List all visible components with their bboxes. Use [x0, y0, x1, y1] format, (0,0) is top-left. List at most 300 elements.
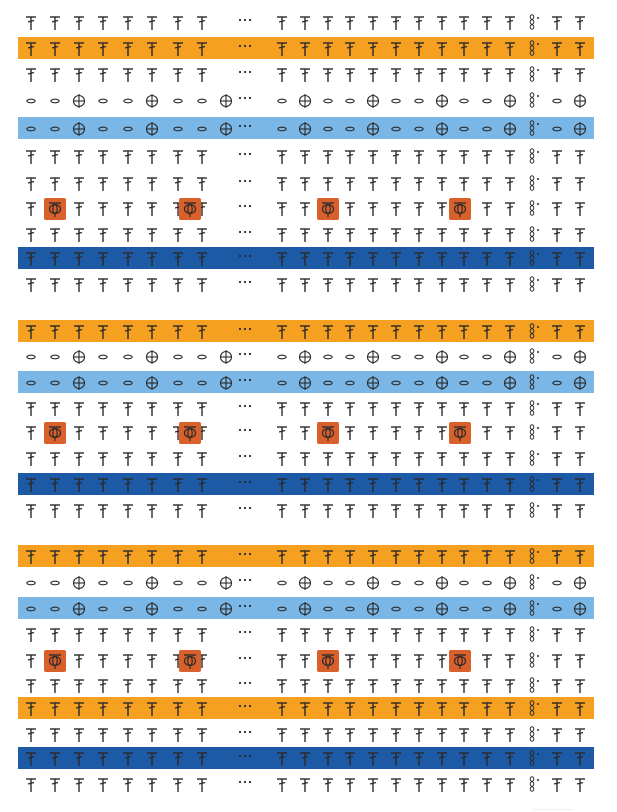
double-crochet-icon	[169, 474, 187, 496]
double-crochet-icon	[364, 321, 382, 343]
double-crochet-icon	[364, 698, 382, 720]
double-crochet-icon	[94, 248, 112, 270]
double-crochet-icon	[169, 624, 187, 646]
double-crochet-icon	[193, 274, 211, 296]
double-crochet-icon	[273, 146, 291, 168]
double-crochet-icon	[341, 698, 359, 720]
stitch-row	[0, 398, 617, 420]
double-crochet-icon	[501, 38, 519, 60]
double-crochet-icon	[143, 474, 161, 496]
double-crochet-icon	[70, 650, 88, 672]
double-crochet-icon	[455, 624, 473, 646]
circled-stitch-icon	[364, 372, 382, 394]
double-crochet-icon	[22, 774, 40, 796]
double-crochet-icon	[478, 624, 496, 646]
double-crochet-icon	[433, 546, 451, 568]
stitch-row	[0, 422, 617, 444]
double-crochet-icon	[410, 198, 428, 220]
double-crochet-icon	[478, 398, 496, 420]
double-crochet-icon	[410, 12, 428, 34]
double-crochet-icon	[169, 500, 187, 522]
double-crochet-icon	[433, 500, 451, 522]
double-crochet-icon	[341, 12, 359, 34]
double-crochet-icon	[548, 274, 566, 296]
double-crochet-icon	[410, 173, 428, 195]
chain-icon	[341, 90, 359, 112]
chain-icon	[410, 572, 428, 594]
chain-column-icon	[525, 146, 543, 168]
chain-icon	[548, 118, 566, 140]
chain-icon	[169, 372, 187, 394]
double-crochet-icon	[70, 38, 88, 60]
double-crochet-icon	[119, 248, 137, 270]
double-crochet-icon	[319, 64, 337, 86]
circled-stitch-icon	[143, 598, 161, 620]
double-crochet-icon	[478, 474, 496, 496]
double-crochet-icon	[119, 422, 137, 444]
stitch-row	[0, 372, 617, 394]
double-crochet-icon	[273, 675, 291, 697]
ellipsis-icon	[236, 598, 254, 620]
circled-stitch-icon	[217, 598, 235, 620]
circled-stitch-icon	[143, 372, 161, 394]
stitch-row	[0, 748, 617, 770]
chain-column-icon	[525, 12, 543, 34]
double-crochet-icon	[501, 422, 519, 444]
circled-stitch-icon	[217, 572, 235, 594]
double-crochet-icon	[193, 12, 211, 34]
double-crochet-icon	[143, 774, 161, 796]
double-crochet-icon	[94, 64, 112, 86]
double-crochet-icon	[273, 624, 291, 646]
chain-icon	[193, 572, 211, 594]
chain-icon	[455, 598, 473, 620]
double-crochet-icon	[548, 724, 566, 746]
double-crochet-icon	[548, 675, 566, 697]
double-crochet-icon	[478, 724, 496, 746]
double-crochet-icon	[273, 224, 291, 246]
double-crochet-icon	[341, 675, 359, 697]
chain-icon	[94, 90, 112, 112]
stitch-row	[0, 572, 617, 594]
double-crochet-icon	[46, 12, 64, 34]
double-crochet-icon	[387, 146, 405, 168]
chain-icon	[119, 90, 137, 112]
double-crochet-icon	[46, 698, 64, 720]
double-crochet-icon	[319, 675, 337, 697]
double-crochet-icon	[70, 321, 88, 343]
circled-stitch-icon	[364, 90, 382, 112]
chain-icon	[119, 572, 137, 594]
double-crochet-icon	[501, 748, 519, 770]
chain-icon	[548, 372, 566, 394]
double-crochet-icon	[169, 675, 187, 697]
double-crochet-icon	[70, 248, 88, 270]
double-crochet-icon	[119, 224, 137, 246]
double-crochet-icon	[169, 774, 187, 796]
chain-icon	[548, 90, 566, 112]
double-crochet-icon	[70, 675, 88, 697]
double-crochet-icon	[387, 422, 405, 444]
ellipsis-icon	[236, 321, 254, 343]
double-crochet-icon	[296, 724, 314, 746]
double-crochet-icon	[94, 173, 112, 195]
chain-column-icon	[525, 546, 543, 568]
double-crochet-icon	[22, 448, 40, 470]
double-crochet-icon	[571, 248, 589, 270]
chain-column-icon	[525, 675, 543, 697]
double-crochet-icon	[319, 224, 337, 246]
double-crochet-icon	[296, 474, 314, 496]
chain-column-icon	[525, 64, 543, 86]
double-crochet-icon	[22, 198, 40, 220]
double-crochet-icon	[119, 321, 137, 343]
chain-icon	[387, 346, 405, 368]
double-crochet-icon	[273, 274, 291, 296]
chain-column-icon	[525, 598, 543, 620]
double-crochet-icon	[193, 698, 211, 720]
circled-stitch-icon	[571, 90, 589, 112]
double-crochet-icon	[319, 698, 337, 720]
circled-stitch-icon	[571, 346, 589, 368]
double-crochet-icon	[143, 448, 161, 470]
double-crochet-icon	[341, 173, 359, 195]
double-crochet-icon	[410, 698, 428, 720]
chain-icon	[119, 372, 137, 394]
double-crochet-icon	[341, 650, 359, 672]
double-crochet-icon	[319, 546, 337, 568]
chain-icon	[455, 118, 473, 140]
double-crochet-icon	[319, 248, 337, 270]
double-crochet-icon	[94, 698, 112, 720]
double-crochet-icon	[478, 698, 496, 720]
stitch-row	[0, 474, 617, 496]
double-crochet-icon	[193, 38, 211, 60]
double-crochet-icon	[433, 448, 451, 470]
chain-icon	[94, 372, 112, 394]
double-crochet-icon	[433, 173, 451, 195]
chain-icon	[387, 90, 405, 112]
double-crochet-icon	[94, 321, 112, 343]
chain-column-icon	[525, 422, 543, 444]
double-crochet-icon	[410, 650, 428, 672]
double-crochet-icon	[169, 748, 187, 770]
double-crochet-icon	[571, 224, 589, 246]
puff-stitch-icon	[46, 650, 64, 672]
double-crochet-icon	[455, 321, 473, 343]
double-crochet-icon	[478, 422, 496, 444]
puff-stitch-icon	[319, 198, 337, 220]
double-crochet-icon	[455, 724, 473, 746]
puff-stitch-icon	[181, 422, 199, 444]
ellipsis-icon	[236, 224, 254, 246]
stitch-row	[0, 500, 617, 522]
double-crochet-icon	[548, 698, 566, 720]
stitch-row	[0, 724, 617, 746]
double-crochet-icon	[22, 248, 40, 270]
chain-column-icon	[525, 500, 543, 522]
stitch-row	[0, 774, 617, 796]
double-crochet-icon	[273, 398, 291, 420]
double-crochet-icon	[319, 146, 337, 168]
stitch-row	[0, 224, 617, 246]
double-crochet-icon	[501, 448, 519, 470]
double-crochet-icon	[387, 274, 405, 296]
chain-icon	[341, 572, 359, 594]
double-crochet-icon	[22, 38, 40, 60]
ellipsis-icon	[236, 774, 254, 796]
double-crochet-icon	[341, 146, 359, 168]
double-crochet-icon	[387, 474, 405, 496]
double-crochet-icon	[94, 146, 112, 168]
double-crochet-icon	[548, 224, 566, 246]
double-crochet-icon	[273, 12, 291, 34]
double-crochet-icon	[341, 774, 359, 796]
double-crochet-icon	[22, 500, 40, 522]
chain-icon	[387, 572, 405, 594]
double-crochet-icon	[548, 474, 566, 496]
double-crochet-icon	[46, 398, 64, 420]
chain-icon	[319, 90, 337, 112]
double-crochet-icon	[143, 274, 161, 296]
double-crochet-icon	[143, 38, 161, 60]
double-crochet-icon	[548, 38, 566, 60]
chain-icon	[319, 372, 337, 394]
double-crochet-icon	[193, 675, 211, 697]
double-crochet-icon	[296, 748, 314, 770]
double-crochet-icon	[341, 724, 359, 746]
double-crochet-icon	[46, 64, 64, 86]
double-crochet-icon	[169, 321, 187, 343]
double-crochet-icon	[193, 724, 211, 746]
chain-icon	[478, 598, 496, 620]
double-crochet-icon	[433, 321, 451, 343]
double-crochet-icon	[70, 398, 88, 420]
circled-stitch-icon	[217, 372, 235, 394]
double-crochet-icon	[410, 448, 428, 470]
chain-icon	[341, 346, 359, 368]
double-crochet-icon	[410, 146, 428, 168]
double-crochet-icon	[169, 248, 187, 270]
chain-icon	[119, 598, 137, 620]
chain-column-icon	[525, 90, 543, 112]
double-crochet-icon	[341, 422, 359, 444]
double-crochet-icon	[70, 224, 88, 246]
double-crochet-icon	[571, 624, 589, 646]
double-crochet-icon	[94, 422, 112, 444]
chain-column-icon	[525, 173, 543, 195]
double-crochet-icon	[193, 173, 211, 195]
chain-icon	[22, 572, 40, 594]
double-crochet-icon	[433, 748, 451, 770]
double-crochet-icon	[119, 198, 137, 220]
double-crochet-icon	[501, 474, 519, 496]
chain-icon	[341, 118, 359, 140]
chain-icon	[273, 90, 291, 112]
double-crochet-icon	[296, 321, 314, 343]
circled-stitch-icon	[70, 118, 88, 140]
chain-icon	[94, 118, 112, 140]
double-crochet-icon	[296, 546, 314, 568]
double-crochet-icon	[22, 724, 40, 746]
double-crochet-icon	[455, 64, 473, 86]
double-crochet-icon	[319, 448, 337, 470]
double-crochet-icon	[296, 500, 314, 522]
chain-icon	[193, 118, 211, 140]
chain-column-icon	[525, 624, 543, 646]
double-crochet-icon	[364, 724, 382, 746]
stitch-row	[0, 38, 617, 60]
double-crochet-icon	[478, 675, 496, 697]
double-crochet-icon	[273, 748, 291, 770]
double-crochet-icon	[169, 448, 187, 470]
ellipsis-icon	[236, 546, 254, 568]
chain-icon	[193, 346, 211, 368]
chain-icon	[478, 118, 496, 140]
double-crochet-icon	[364, 422, 382, 444]
double-crochet-icon	[548, 774, 566, 796]
double-crochet-icon	[46, 724, 64, 746]
double-crochet-icon	[94, 546, 112, 568]
chain-icon	[273, 118, 291, 140]
double-crochet-icon	[143, 12, 161, 34]
double-crochet-icon	[273, 64, 291, 86]
ellipsis-icon	[236, 422, 254, 444]
circled-stitch-icon	[296, 90, 314, 112]
double-crochet-icon	[571, 321, 589, 343]
double-crochet-icon	[455, 448, 473, 470]
double-crochet-icon	[387, 398, 405, 420]
double-crochet-icon	[501, 12, 519, 34]
double-crochet-icon	[387, 321, 405, 343]
double-crochet-icon	[70, 624, 88, 646]
double-crochet-icon	[70, 474, 88, 496]
double-crochet-icon	[193, 64, 211, 86]
circled-stitch-icon	[571, 118, 589, 140]
circled-stitch-icon	[433, 598, 451, 620]
double-crochet-icon	[433, 698, 451, 720]
double-crochet-icon	[341, 38, 359, 60]
double-crochet-icon	[143, 398, 161, 420]
ellipsis-icon	[236, 198, 254, 220]
double-crochet-icon	[296, 624, 314, 646]
double-crochet-icon	[364, 774, 382, 796]
double-crochet-icon	[273, 173, 291, 195]
chain-column-icon	[525, 724, 543, 746]
stitch-row	[0, 624, 617, 646]
double-crochet-icon	[46, 748, 64, 770]
double-crochet-icon	[46, 624, 64, 646]
double-crochet-icon	[433, 650, 451, 672]
double-crochet-icon	[501, 624, 519, 646]
chain-icon	[169, 598, 187, 620]
double-crochet-icon	[433, 675, 451, 697]
chain-icon	[169, 346, 187, 368]
chain-icon	[46, 90, 64, 112]
double-crochet-icon	[119, 38, 137, 60]
double-crochet-icon	[501, 698, 519, 720]
double-crochet-icon	[70, 173, 88, 195]
double-crochet-icon	[46, 474, 64, 496]
double-crochet-icon	[410, 546, 428, 568]
double-crochet-icon	[410, 38, 428, 60]
circled-stitch-icon	[143, 90, 161, 112]
double-crochet-icon	[501, 224, 519, 246]
double-crochet-icon	[455, 224, 473, 246]
chain-column-icon	[525, 398, 543, 420]
double-crochet-icon	[70, 774, 88, 796]
chain-icon	[548, 598, 566, 620]
double-crochet-icon	[193, 624, 211, 646]
double-crochet-icon	[433, 274, 451, 296]
ellipsis-icon	[236, 448, 254, 470]
double-crochet-icon	[571, 650, 589, 672]
double-crochet-icon	[341, 398, 359, 420]
double-crochet-icon	[478, 546, 496, 568]
double-crochet-icon	[70, 422, 88, 444]
double-crochet-icon	[341, 448, 359, 470]
ellipsis-icon	[236, 500, 254, 522]
double-crochet-icon	[94, 274, 112, 296]
double-crochet-icon	[70, 64, 88, 86]
double-crochet-icon	[119, 748, 137, 770]
double-crochet-icon	[46, 500, 64, 522]
chain-icon	[341, 598, 359, 620]
circled-stitch-icon	[70, 372, 88, 394]
double-crochet-icon	[46, 173, 64, 195]
circled-stitch-icon	[296, 372, 314, 394]
double-crochet-icon	[70, 12, 88, 34]
double-crochet-icon	[387, 774, 405, 796]
double-crochet-icon	[193, 398, 211, 420]
double-crochet-icon	[319, 173, 337, 195]
double-crochet-icon	[143, 675, 161, 697]
double-crochet-icon	[571, 448, 589, 470]
double-crochet-icon	[296, 774, 314, 796]
stitch-row	[0, 346, 617, 368]
chain-icon	[22, 598, 40, 620]
double-crochet-icon	[455, 500, 473, 522]
double-crochet-icon	[94, 500, 112, 522]
double-crochet-icon	[501, 146, 519, 168]
chain-icon	[273, 372, 291, 394]
double-crochet-icon	[410, 321, 428, 343]
ellipsis-icon	[236, 624, 254, 646]
stitch-row	[0, 598, 617, 620]
double-crochet-icon	[143, 248, 161, 270]
circled-stitch-icon	[70, 90, 88, 112]
chain-icon	[22, 372, 40, 394]
chain-icon	[455, 572, 473, 594]
double-crochet-icon	[143, 198, 161, 220]
double-crochet-icon	[387, 38, 405, 60]
double-crochet-icon	[364, 398, 382, 420]
double-crochet-icon	[22, 650, 40, 672]
circled-stitch-icon	[433, 346, 451, 368]
double-crochet-icon	[410, 224, 428, 246]
stitch-row	[0, 675, 617, 697]
double-crochet-icon	[364, 248, 382, 270]
double-crochet-icon	[571, 546, 589, 568]
chain-column-icon	[525, 372, 543, 394]
circled-stitch-icon	[364, 598, 382, 620]
double-crochet-icon	[22, 474, 40, 496]
double-crochet-icon	[46, 546, 64, 568]
chain-icon	[119, 118, 137, 140]
ellipsis-icon	[236, 173, 254, 195]
puff-stitch-icon	[46, 422, 64, 444]
double-crochet-icon	[94, 624, 112, 646]
